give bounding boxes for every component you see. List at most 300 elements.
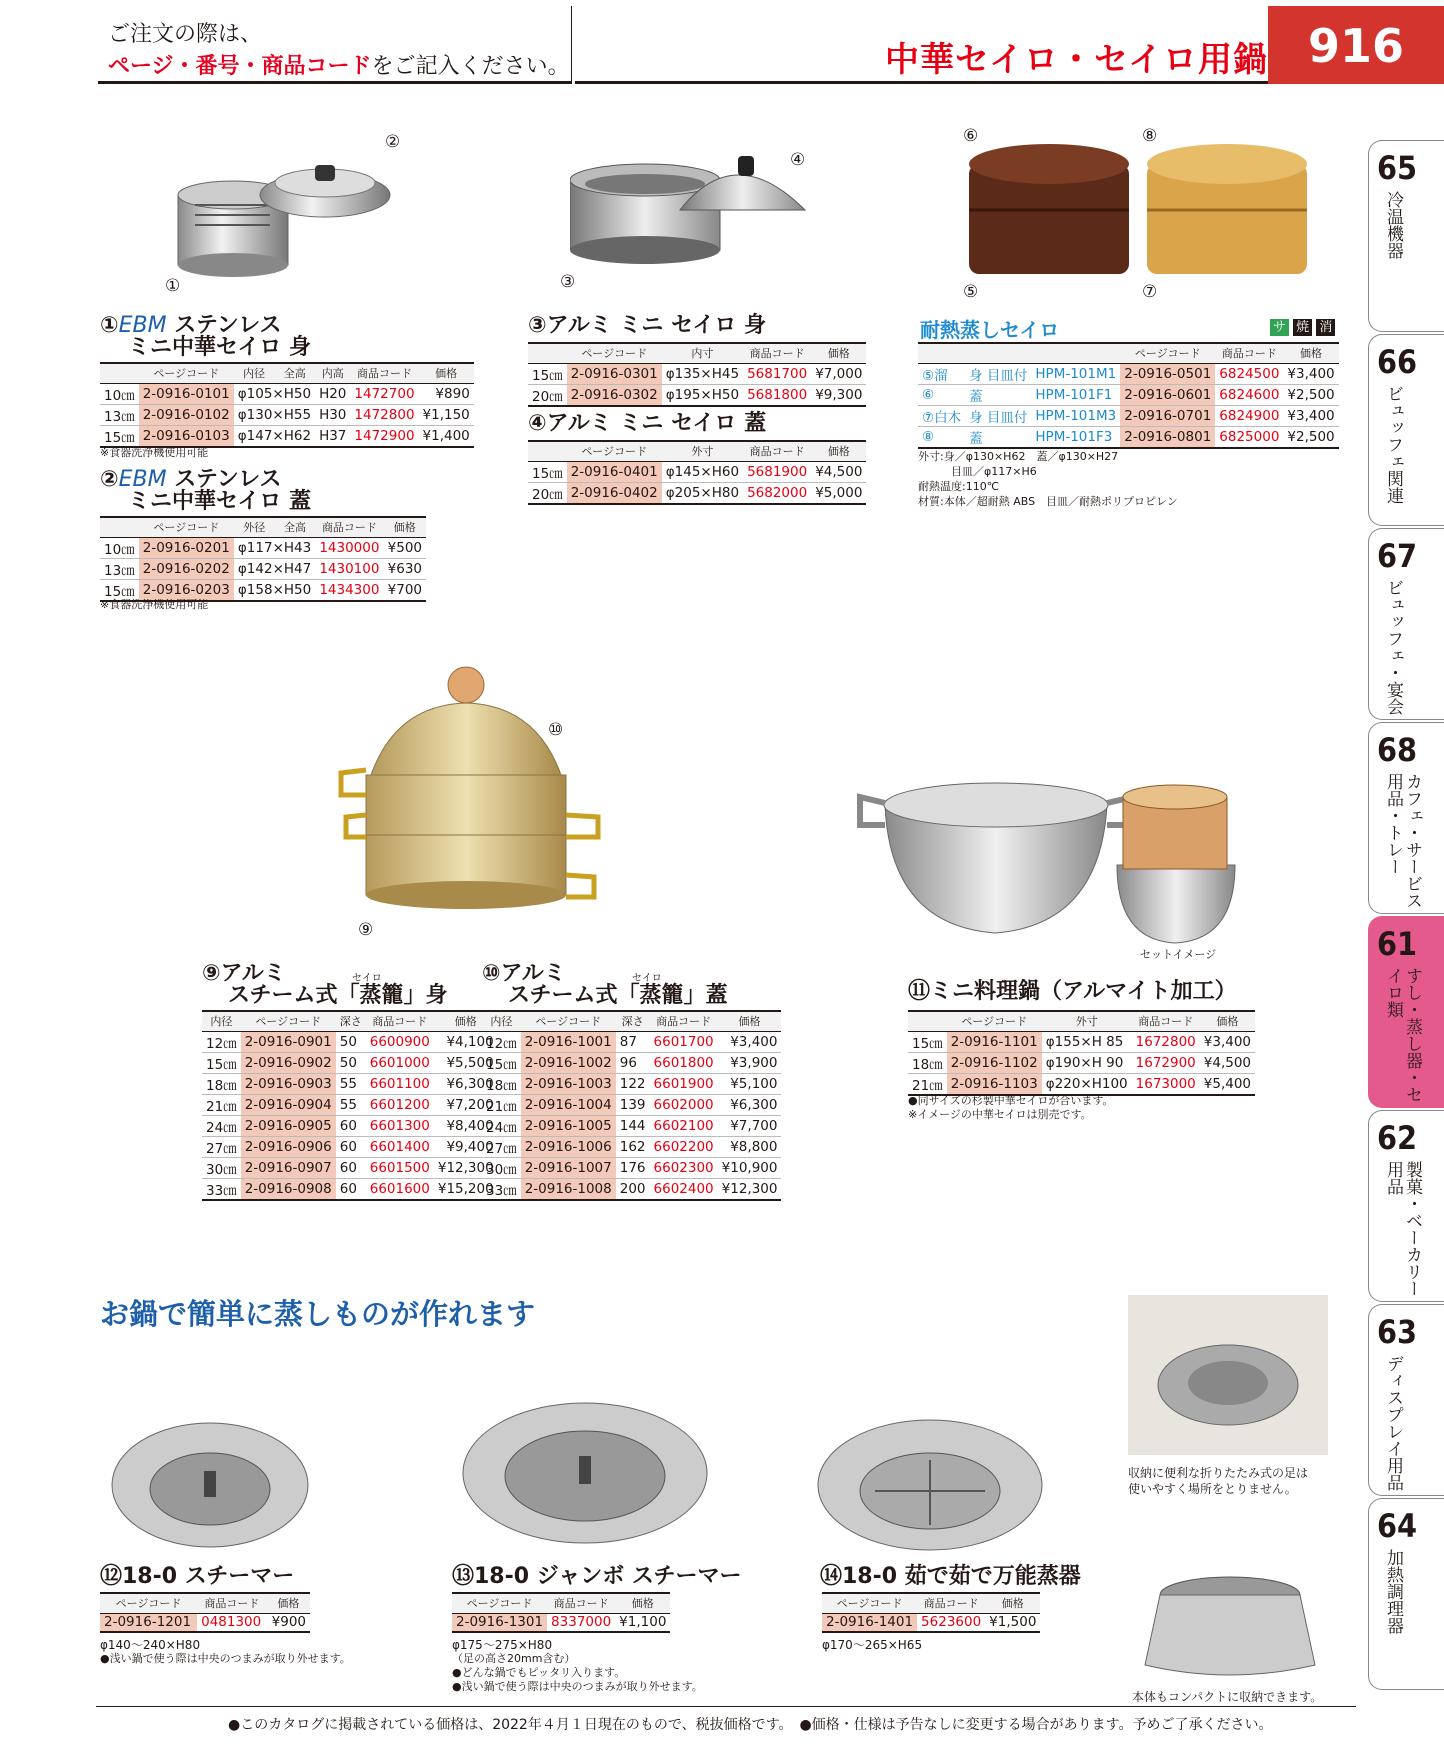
size-cell: 18㎝ bbox=[908, 1052, 947, 1073]
item-code-cell: 6601000 bbox=[366, 1052, 434, 1073]
col-header: 価格 bbox=[434, 1011, 498, 1031]
tab-68[interactable] bbox=[1368, 722, 1444, 914]
col-header: 価格 bbox=[811, 343, 866, 363]
col-header bbox=[100, 517, 139, 537]
page-code-cell: 2-0916-1004 bbox=[521, 1094, 616, 1115]
price-cell: ¥12,300 bbox=[718, 1178, 782, 1200]
tab-61[interactable] bbox=[1368, 916, 1444, 1108]
size-cell: 18㎝ bbox=[202, 1073, 241, 1094]
set-image-caption: セットイメージ bbox=[1140, 948, 1217, 961]
product-4-title: ④アルミ ミニ セイロ 蓋 bbox=[528, 411, 767, 436]
item-code-cell: 1472700 bbox=[350, 383, 418, 404]
product-12-note: ●浅い鍋で使う際は中央のつまみが取り外せます。 bbox=[100, 1652, 351, 1665]
price-cell: ¥4,500 bbox=[1200, 1052, 1255, 1073]
size-cell: 10㎝ bbox=[100, 537, 139, 558]
product-9-title: ⑨アルミ bbox=[202, 961, 286, 986]
col-header: 商品コード bbox=[743, 343, 811, 363]
table-row bbox=[100, 425, 474, 447]
item-code-cell: 6824500 bbox=[1215, 363, 1283, 384]
tab-number: 63 bbox=[1377, 1313, 1418, 1351]
col-header: 商品コード bbox=[743, 441, 811, 461]
tab-label: ビュッフェ関連 bbox=[1383, 385, 1403, 504]
item-code-cell: 1434300 bbox=[315, 579, 383, 601]
size-cell: 12㎝ bbox=[202, 1031, 241, 1052]
tab-label: ビュッフェ・宴会 bbox=[1383, 579, 1403, 715]
price-cell: ¥1,400 bbox=[419, 425, 474, 447]
page-code-cell: 2-0916-1103 bbox=[947, 1073, 1042, 1095]
item-code-cell: 6824600 bbox=[1215, 384, 1283, 405]
col-header: 価格 bbox=[384, 517, 426, 537]
table-row bbox=[482, 1157, 781, 1178]
item-code-cell: 8337000 bbox=[547, 1613, 615, 1632]
product-12-note: φ140〜240×H80 bbox=[100, 1638, 201, 1652]
table-row bbox=[908, 1073, 1255, 1095]
alumi-mini-steamer-image bbox=[570, 150, 810, 280]
variant-cell: ⑧ bbox=[918, 426, 965, 448]
depth-cell: 162 bbox=[616, 1136, 650, 1157]
feature-badges bbox=[1270, 316, 1335, 335]
dimension-cell: φ135×H45 bbox=[662, 363, 743, 384]
col-header bbox=[528, 343, 567, 363]
order-note-line1: ご注文の際は、 bbox=[108, 22, 263, 47]
col-header: 内径 bbox=[234, 363, 275, 383]
item-code-cell: 6601300 bbox=[366, 1115, 434, 1136]
size-cell: 27㎝ bbox=[482, 1136, 521, 1157]
depth-cell: 96 bbox=[616, 1052, 650, 1073]
page-code-cell: 2-0916-0801 bbox=[1120, 426, 1215, 448]
page-code-cell: 2-0916-1101 bbox=[947, 1031, 1042, 1052]
table-row bbox=[202, 1031, 498, 1052]
size-cell: 15㎝ bbox=[482, 1052, 521, 1073]
price-cell: ¥3,400 bbox=[1283, 363, 1338, 384]
item-code-cell: 6601800 bbox=[650, 1052, 718, 1073]
size-cell: 15㎝ bbox=[202, 1052, 241, 1073]
spec-note: 材質:本体／超耐熱 ABS 目皿／耐熱ポリプロピレン bbox=[918, 495, 1178, 508]
item-code-cell: 1672900 bbox=[1132, 1052, 1200, 1073]
price-cell: ¥4,100 bbox=[434, 1031, 498, 1052]
tab-63[interactable] bbox=[1368, 1304, 1444, 1496]
table-row bbox=[918, 426, 1339, 448]
table-row bbox=[482, 1031, 781, 1052]
footer-note: ●このカタログに掲載されている価格は、2022年４月１日現在のもので、税抜価格です。 ●価格・仕様は予告なしに変更する場合があります。予めご了承ください。 bbox=[228, 1717, 1273, 1733]
part-cell: 身 目皿付 bbox=[965, 363, 1031, 384]
page-code-cell: 2-0916-0401 bbox=[567, 461, 662, 482]
dimension-cell: φ142×H47 bbox=[234, 558, 315, 579]
dimension-cell: φ145×H60 bbox=[662, 461, 743, 482]
product-mark: ② bbox=[100, 467, 119, 492]
col-header: ページコード bbox=[139, 517, 234, 537]
boiling-steamer-image bbox=[815, 1415, 1045, 1555]
heat-resistant-steamer-image bbox=[965, 140, 1315, 280]
header-rule bbox=[575, 81, 1269, 84]
alumi-steam-seiro-image bbox=[336, 665, 626, 925]
product-mark: ① bbox=[100, 313, 119, 338]
page-code-cell: 2-0916-1301 bbox=[452, 1613, 547, 1632]
product-2-table bbox=[100, 516, 426, 602]
page-code-cell: 2-0916-0901 bbox=[241, 1031, 336, 1052]
product-11-note: ※イメージの中華セイロは別売です。 bbox=[908, 1108, 1092, 1121]
spec-note: 外寸:身／φ130×H62 蓋／φ130×H27 bbox=[918, 450, 1119, 463]
col-header: 内寸 bbox=[662, 343, 743, 363]
order-note-highlight: ページ・番号・商品コード bbox=[108, 54, 372, 79]
size-cell: 27㎝ bbox=[202, 1136, 241, 1157]
item-code-cell: 5681700 bbox=[743, 363, 811, 384]
product-12-title: ⑫18-0 スチーマー bbox=[100, 1564, 295, 1589]
page-code-cell: 2-0916-0903 bbox=[241, 1073, 336, 1094]
col-header: ページコード bbox=[521, 1011, 616, 1031]
col-header bbox=[965, 343, 1031, 363]
item-code-cell: 1472900 bbox=[350, 425, 418, 447]
size-cell: 12㎝ bbox=[482, 1031, 521, 1052]
table-row bbox=[100, 383, 474, 404]
dimension-cell: φ158×H50 bbox=[234, 579, 315, 601]
page-code-cell: 2-0916-0103 bbox=[139, 425, 234, 447]
badge-icon: 消 bbox=[1316, 319, 1335, 336]
folding-caption: 収納に便利な折りたたみ式の足は bbox=[1128, 1466, 1309, 1480]
product-13-title: ⑬18-0 ジャンボ スチーマー bbox=[452, 1564, 742, 1589]
price-cell: ¥6,300 bbox=[718, 1094, 782, 1115]
product-10-table bbox=[482, 1010, 781, 1201]
table-row bbox=[918, 384, 1339, 405]
title-part: ステンレス bbox=[166, 467, 282, 492]
product-13-note: φ175〜275×H80 bbox=[452, 1638, 553, 1652]
table-row bbox=[202, 1073, 498, 1094]
product-12-table bbox=[100, 1592, 310, 1633]
col-header bbox=[908, 1011, 947, 1031]
product-2-note: ※食器洗浄機使用可能 bbox=[100, 598, 209, 611]
part-cell: 蓋 bbox=[965, 426, 1031, 448]
col-header: 価格 bbox=[1200, 1011, 1255, 1031]
item-code-cell: 6602000 bbox=[650, 1094, 718, 1115]
dimension-cell: φ190×H 90 bbox=[1042, 1052, 1132, 1073]
size-cell: 15㎝ bbox=[100, 579, 139, 601]
col-header: 価格 bbox=[811, 441, 866, 461]
size-cell: 33㎝ bbox=[202, 1178, 241, 1200]
table-row bbox=[482, 1094, 781, 1115]
order-note-rest: をご記入ください。 bbox=[371, 54, 570, 79]
page-number: 916 bbox=[1268, 6, 1444, 84]
product-14-title: ⑭18-0 茹で茹で万能蒸器 bbox=[820, 1564, 1081, 1589]
table-row bbox=[918, 405, 1339, 426]
item-code-cell: 5681900 bbox=[743, 461, 811, 482]
page-code-cell: 2-0916-0906 bbox=[241, 1136, 336, 1157]
page-code-cell: 2-0916-0907 bbox=[241, 1157, 336, 1178]
item-code-cell: 1430000 bbox=[315, 537, 383, 558]
image-mark: ② bbox=[385, 132, 401, 152]
page-code-cell: 2-0916-0905 bbox=[241, 1115, 336, 1136]
size-cell: 24㎝ bbox=[482, 1115, 521, 1136]
item-code-cell: 6602100 bbox=[650, 1115, 718, 1136]
model-cell: HPM-101M1 bbox=[1031, 363, 1120, 384]
variant-cell: ⑥ bbox=[918, 384, 965, 405]
product-1-subtitle: ミニ中華セイロ 身 bbox=[128, 335, 311, 360]
product-9-subtitle: スチーム式「蒸籠」身 bbox=[228, 983, 448, 1008]
col-header: 価格 bbox=[267, 1593, 310, 1613]
price-cell: ¥900 bbox=[267, 1613, 310, 1632]
depth-cell: 50 bbox=[336, 1031, 366, 1052]
product-1-table bbox=[100, 362, 474, 448]
col-header: 商品コード bbox=[547, 1593, 615, 1613]
col-header bbox=[918, 343, 965, 363]
page-code-cell: 2-0916-0601 bbox=[1120, 384, 1215, 405]
depth-cell: 55 bbox=[336, 1094, 366, 1115]
page-code-cell: 2-0916-0302 bbox=[567, 384, 662, 406]
tab-label: すし・蒸し器・セイロ類 bbox=[1383, 967, 1422, 1103]
inner-height-cell: H30 bbox=[315, 404, 350, 425]
compact-caption: 本体もコンパクトに収納できます。 bbox=[1132, 1690, 1323, 1704]
price-cell: ¥3,400 bbox=[718, 1031, 782, 1052]
tab-number: 68 bbox=[1377, 731, 1418, 769]
depth-cell: 60 bbox=[336, 1178, 366, 1200]
price-cell: ¥3,400 bbox=[1200, 1031, 1255, 1052]
col-header: 外寸 bbox=[1042, 1011, 1132, 1031]
col-header: 価格 bbox=[419, 363, 474, 383]
page-code-cell: 2-0916-0908 bbox=[241, 1178, 336, 1200]
page-code-cell: 2-0916-1201 bbox=[100, 1613, 197, 1632]
table-row bbox=[908, 1052, 1255, 1073]
dimension-cell: φ220×H100 bbox=[1042, 1073, 1132, 1095]
tab-number: 61 bbox=[1377, 925, 1418, 963]
col-header bbox=[528, 441, 567, 461]
steamer-18-0-image bbox=[110, 1415, 310, 1555]
tab-label: ディスプレイ用品 bbox=[1383, 1355, 1403, 1491]
col-header: 全高 bbox=[275, 517, 316, 537]
size-cell: 21㎝ bbox=[202, 1094, 241, 1115]
ruby-text: セイロ bbox=[632, 973, 662, 984]
price-cell: ¥8,400 bbox=[434, 1115, 498, 1136]
image-mark: ⑧ bbox=[1142, 126, 1158, 146]
size-cell: 15㎝ bbox=[100, 425, 139, 447]
page-code-cell: 2-0916-0301 bbox=[567, 363, 662, 384]
product-5-table bbox=[918, 342, 1339, 449]
spec-note: 耐熱温度:110℃ bbox=[918, 480, 1000, 493]
dimension-cell: φ155×H 85 bbox=[1042, 1031, 1132, 1052]
col-header: 外寸 bbox=[662, 441, 743, 461]
page-code-cell: 2-0916-1002 bbox=[521, 1052, 616, 1073]
table-row bbox=[482, 1136, 781, 1157]
depth-cell: 60 bbox=[336, 1115, 366, 1136]
price-cell: ¥2,500 bbox=[1283, 384, 1338, 405]
title-part: ステンレス bbox=[166, 313, 282, 338]
page-code-cell: 2-0916-0904 bbox=[241, 1094, 336, 1115]
col-header: 価格 bbox=[615, 1593, 670, 1613]
page-code-cell: 2-0916-0202 bbox=[139, 558, 234, 579]
size-cell: 30㎝ bbox=[482, 1157, 521, 1178]
image-mark: ③ bbox=[560, 272, 576, 292]
tab-number: 67 bbox=[1377, 537, 1418, 575]
table-row bbox=[528, 363, 866, 384]
col-header: 内径 bbox=[482, 1011, 521, 1031]
item-code-cell: 6601200 bbox=[366, 1094, 434, 1115]
ebm-steamer-image bbox=[160, 135, 400, 285]
item-code-cell: 6601400 bbox=[366, 1136, 434, 1157]
col-header: 商品コード bbox=[366, 1011, 434, 1031]
image-mark: ⑥ bbox=[963, 126, 979, 146]
table-row bbox=[100, 1613, 310, 1632]
tab-number: 62 bbox=[1377, 1119, 1418, 1157]
product-14-note: φ170〜265×H65 bbox=[822, 1638, 923, 1652]
price-cell: ¥7,000 bbox=[811, 363, 866, 384]
variant-cell: ⑤溜 bbox=[918, 363, 965, 384]
brand-ebm: EBM bbox=[118, 313, 167, 338]
col-header: ページコード bbox=[139, 363, 234, 383]
tab-number: 65 bbox=[1377, 149, 1418, 187]
dimension-cell: φ105×H50 bbox=[234, 383, 315, 404]
tab-65[interactable] bbox=[1368, 140, 1444, 332]
page-code-cell: 2-0916-0701 bbox=[1120, 405, 1215, 426]
product-3-title: ③アルミ ミニ セイロ 身 bbox=[528, 313, 767, 338]
dimension-cell: φ130×H55 bbox=[234, 404, 315, 425]
price-cell: ¥12,300 bbox=[434, 1157, 498, 1178]
dimension-cell: φ205×H80 bbox=[662, 482, 743, 504]
item-code-cell: 1430100 bbox=[315, 558, 383, 579]
depth-cell: 55 bbox=[336, 1073, 366, 1094]
item-code-cell: 6824900 bbox=[1215, 405, 1283, 426]
image-mark: ④ bbox=[790, 150, 806, 170]
table-row bbox=[202, 1052, 498, 1073]
price-cell: ¥700 bbox=[384, 579, 426, 601]
depth-cell: 60 bbox=[336, 1136, 366, 1157]
col-header: ページコード bbox=[452, 1593, 547, 1613]
tab-number: 64 bbox=[1377, 1507, 1418, 1545]
depth-cell: 176 bbox=[616, 1157, 650, 1178]
ruby-text: セイロ bbox=[352, 973, 382, 984]
product-14-table bbox=[822, 1592, 1040, 1633]
product-13-note: ●どんな鍋でもピッタリ入ります。 bbox=[452, 1666, 626, 1679]
table-row bbox=[202, 1136, 498, 1157]
item-code-cell: 6825000 bbox=[1215, 426, 1283, 448]
item-code-cell: 6602200 bbox=[650, 1136, 718, 1157]
price-cell: ¥6,300 bbox=[434, 1073, 498, 1094]
table-row bbox=[202, 1115, 498, 1136]
size-cell: 10㎝ bbox=[100, 383, 139, 404]
price-cell: ¥1,150 bbox=[419, 404, 474, 425]
tab-label: 冷温機器 bbox=[1383, 191, 1403, 259]
product-13-table bbox=[452, 1592, 670, 1633]
compact-steamer-photo bbox=[1130, 1555, 1330, 1685]
col-header: 全高 bbox=[274, 363, 315, 383]
tab-label: カフェ・サービス用品・トレー bbox=[1383, 773, 1422, 909]
badge-icon: サ bbox=[1270, 319, 1289, 336]
size-cell: 13㎝ bbox=[100, 558, 139, 579]
dimension-cell: φ117×H43 bbox=[234, 537, 315, 558]
product-9-table bbox=[202, 1010, 498, 1201]
price-cell: ¥5,500 bbox=[434, 1052, 498, 1073]
image-mark: ⑨ bbox=[358, 920, 374, 940]
dimension-cell: φ195×H50 bbox=[662, 384, 743, 406]
table-row bbox=[482, 1115, 781, 1136]
price-cell: ¥15,200 bbox=[434, 1178, 498, 1200]
size-cell: 15㎝ bbox=[528, 461, 567, 482]
tab-label: 製菓・ベーカリー用品 bbox=[1383, 1161, 1422, 1297]
price-cell: ¥7,700 bbox=[718, 1115, 782, 1136]
table-row bbox=[918, 363, 1339, 384]
dimension-cell: φ147×H62 bbox=[234, 425, 315, 447]
price-cell: ¥890 bbox=[419, 383, 474, 404]
tab-66[interactable] bbox=[1368, 334, 1444, 526]
col-header: 深さ bbox=[616, 1011, 650, 1031]
folding-steamer-photo bbox=[1128, 1295, 1328, 1455]
price-cell: ¥9,300 bbox=[811, 384, 866, 406]
tab-67[interactable] bbox=[1368, 528, 1444, 720]
brand-ebm: EBM bbox=[118, 467, 167, 492]
tab-64[interactable] bbox=[1368, 1498, 1444, 1690]
item-code-cell: 6601100 bbox=[366, 1073, 434, 1094]
page-code-cell: 2-0916-1007 bbox=[521, 1157, 616, 1178]
size-cell: 13㎝ bbox=[100, 404, 139, 425]
item-code-cell: 5623600 bbox=[917, 1613, 985, 1632]
product-10-subtitle: スチーム式「蒸籠」蓋 bbox=[508, 983, 728, 1008]
price-cell: ¥10,900 bbox=[718, 1157, 782, 1178]
tab-label: 加熱調理器 bbox=[1383, 1549, 1403, 1634]
product-1-note: ※食器洗浄機使用可能 bbox=[100, 446, 209, 459]
table-row bbox=[452, 1613, 670, 1632]
price-cell: ¥8,800 bbox=[718, 1136, 782, 1157]
item-code-cell: 5682000 bbox=[743, 482, 811, 504]
page-code-cell: 2-0916-0201 bbox=[139, 537, 234, 558]
product-13-note: （足の高さ20mm含む） bbox=[452, 1652, 576, 1665]
page-code-cell: 2-0916-1005 bbox=[521, 1115, 616, 1136]
variant-cell: ⑦白木 bbox=[918, 405, 965, 426]
product-11-note: ●同サイズの杉製中華セイロが合います。 bbox=[908, 1094, 1114, 1107]
mini-pot-image bbox=[855, 775, 1245, 945]
col-header: 商品コード bbox=[917, 1593, 985, 1613]
page-code-cell: 2-0916-1401 bbox=[822, 1613, 917, 1632]
col-header: ページコード bbox=[241, 1011, 336, 1031]
col-header: 価格 bbox=[718, 1011, 782, 1031]
depth-cell: 200 bbox=[616, 1178, 650, 1200]
tab-62[interactable] bbox=[1368, 1110, 1444, 1302]
col-header: 商品コード bbox=[197, 1593, 267, 1613]
product-11-title: ⑪ミニ料理鍋（アルマイト加工） bbox=[908, 979, 1237, 1004]
inner-height-cell: H37 bbox=[315, 425, 350, 447]
col-header bbox=[1031, 343, 1120, 363]
order-note-line2 bbox=[108, 54, 570, 80]
item-code-cell: 1472800 bbox=[350, 404, 418, 425]
price-cell: ¥500 bbox=[384, 537, 426, 558]
steamer-section-title: お鍋で簡単に蒸しものが作れます bbox=[100, 1297, 536, 1331]
price-cell: ¥7,200 bbox=[434, 1094, 498, 1115]
size-cell: 21㎝ bbox=[482, 1094, 521, 1115]
col-header: ページコード bbox=[567, 343, 662, 363]
page-code-cell: 2-0916-1003 bbox=[521, 1073, 616, 1094]
col-header: ページコード bbox=[822, 1593, 917, 1613]
table-row bbox=[482, 1178, 781, 1200]
price-cell: ¥9,400 bbox=[434, 1136, 498, 1157]
product-10-title: ⑩アルミ bbox=[482, 961, 566, 986]
table-row bbox=[908, 1031, 1255, 1052]
table-row bbox=[822, 1613, 1040, 1632]
price-cell: ¥1,100 bbox=[615, 1613, 670, 1632]
table-row bbox=[482, 1073, 781, 1094]
page-code-cell: 2-0916-1006 bbox=[521, 1136, 616, 1157]
jumbo-steamer-image bbox=[460, 1398, 710, 1548]
depth-cell: 139 bbox=[616, 1094, 650, 1115]
product-13-note: ●浅い鍋で使う際は中央のつまみが取り外せます。 bbox=[452, 1680, 703, 1693]
item-code-cell: 0481300 bbox=[197, 1613, 267, 1632]
item-code-cell: 6602300 bbox=[650, 1157, 718, 1178]
size-cell: 24㎝ bbox=[202, 1115, 241, 1136]
image-mark: ⑤ bbox=[963, 282, 979, 302]
price-cell: ¥3,400 bbox=[1283, 405, 1338, 426]
page-code-cell: 2-0916-0101 bbox=[139, 383, 234, 404]
table-row bbox=[100, 404, 474, 425]
page-code-cell: 2-0916-0902 bbox=[241, 1052, 336, 1073]
page-code-cell: 2-0916-1008 bbox=[521, 1178, 616, 1200]
product-2-subtitle: ミニ中華セイロ 蓋 bbox=[128, 489, 311, 514]
col-header: ページコード bbox=[567, 441, 662, 461]
table-row bbox=[100, 558, 426, 579]
